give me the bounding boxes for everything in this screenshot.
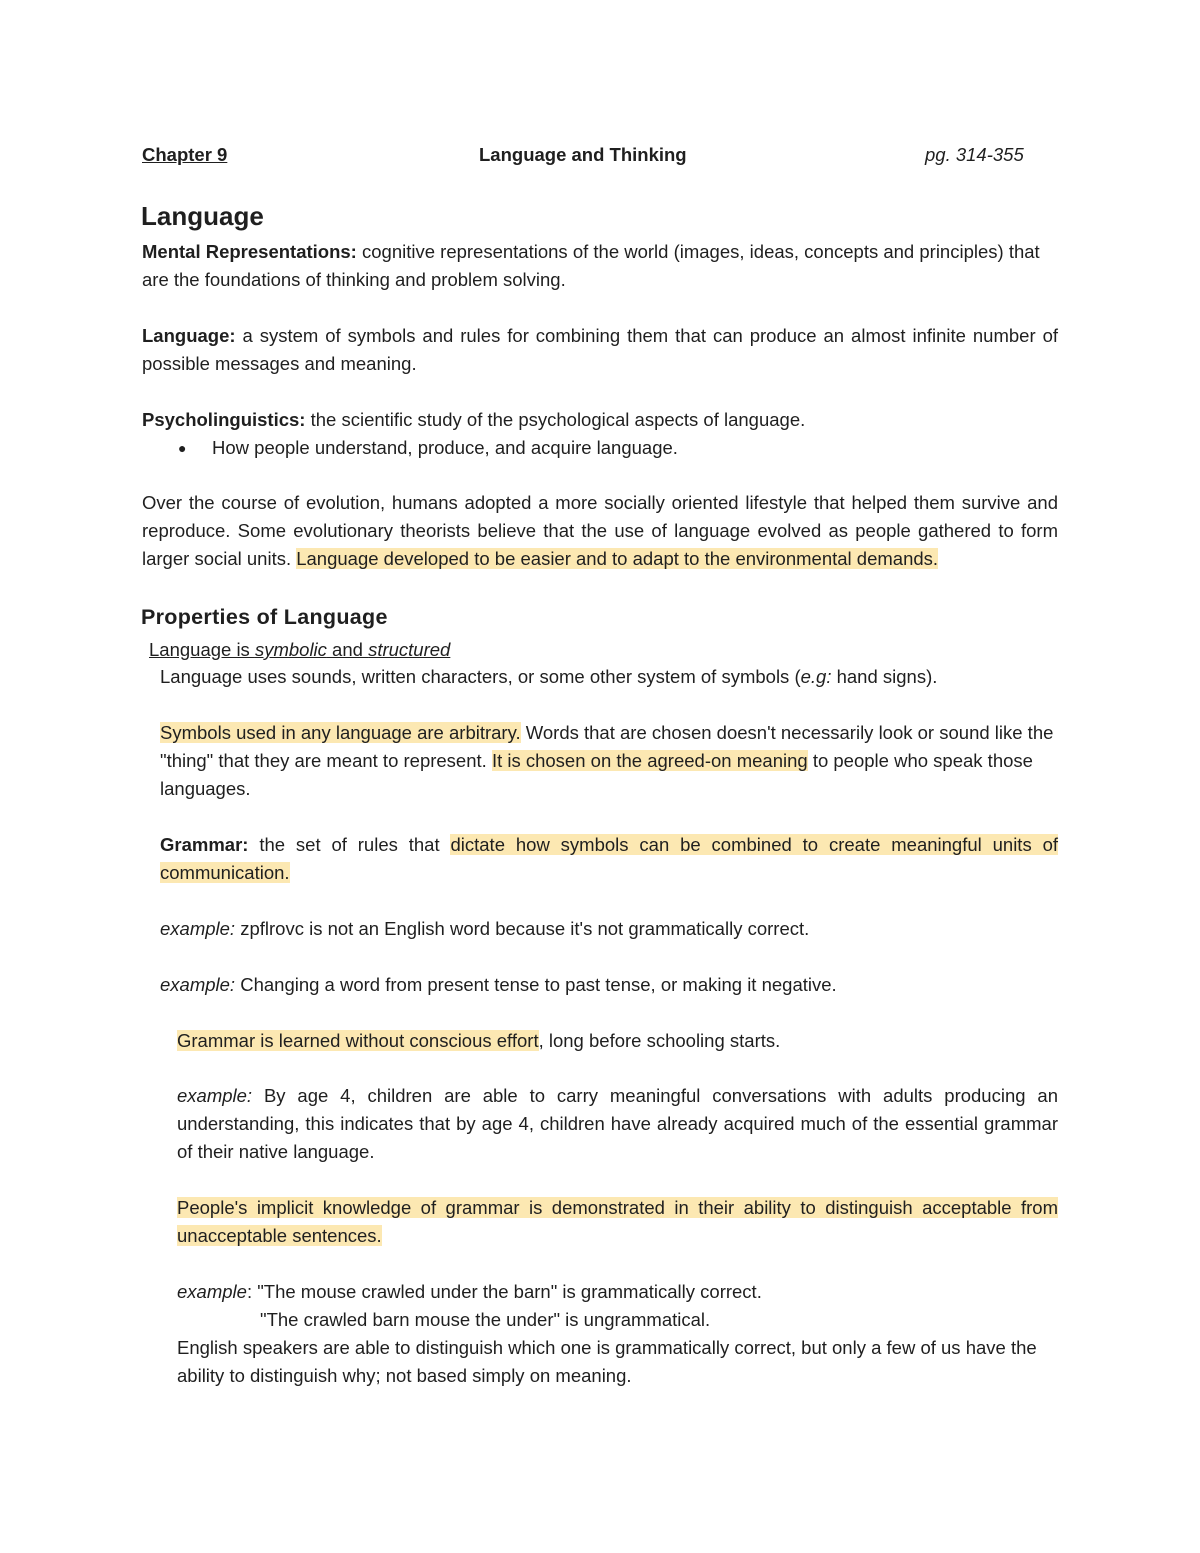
definition-text: cognitive representations of the world (images, ideas, concepts and principles) that are the foundations of thinking and problem solving. [142, 241, 1040, 290]
term-language: Language: [142, 325, 236, 346]
evolution-text: Over the course of evolution, humans adopted a more socially oriented lifestyle that helped them survive and reproduce. Some evolutionary theorists believe that the use of language evolved as people gathered to form larger social units. [142, 492, 1058, 569]
highlighted-text: Language developed to be easier and to adapt to the environmental demands. [296, 548, 939, 569]
definition-text: the scientific study of the psychological aspects of language. [305, 409, 806, 430]
example-label: example [177, 1281, 247, 1302]
example-text: : "The mouse crawled under the barn" is grammatically correct. [246, 1281, 762, 1302]
subheading-emphasis: symbolic [254, 639, 327, 660]
example-label: example: [160, 918, 236, 939]
example-text: By age 4, children are able to carry meaningful conversations with adults producing an understanding, this indicates that by age 4, children have already acquired much of the essential grammar of their native language. [177, 1085, 1058, 1162]
example-line: "The crawled barn mouse the under" is ungrammatical. [260, 1309, 711, 1330]
psycholinguistics-paragraph [142, 406, 1058, 434]
highlighted-text: Grammar is learned without conscious effort [177, 1030, 539, 1051]
highlighted-text: dictate how symbols can be combined to create meaningful units of communication. [160, 834, 1059, 883]
emphasis-text: e.g: [800, 666, 832, 687]
language-definition-paragraph [142, 322, 1058, 378]
text-segment: the set of rules that [248, 834, 451, 855]
chapter-label: Chapter 9 [142, 144, 228, 165]
example-text: Changing a word from present tense to past tense, or making it negative. [235, 974, 837, 995]
text-segment: Words that are chosen doesn't necessarily look or sound like the "thing" that they are meant to represent. [160, 722, 1054, 771]
subheading-symbolic-structured [149, 636, 1049, 664]
grammar-definition-paragraph [160, 831, 1058, 887]
section-heading-language: Language [141, 201, 264, 231]
term-psycholinguistics: Psycholinguistics: [142, 409, 306, 430]
text-segment: Language uses sounds, written characters, or some other system of symbols ( [160, 666, 801, 687]
page-range: pg. 314-355 [925, 144, 1024, 165]
subheading-part: and [326, 639, 369, 660]
conclusion-paragraph: English speakers are able to distinguish which one is grammatically correct, but only a few of us have the ability to distinguish why; not based simply on meaning. [177, 1337, 1037, 1386]
example-label: example: [160, 974, 236, 995]
implicit-knowledge-paragraph [177, 1194, 1058, 1250]
bullet-text: How people understand, produce, and acquire language. [212, 437, 678, 458]
evolution-paragraph [142, 489, 1058, 573]
text-segment: to people who speak those languages. [160, 750, 1033, 799]
definition-text: a system of symbols and rules for combining them that can produce an almost infinite number of possible messages and meaning. [142, 325, 1058, 374]
text-segment: , long before schooling starts. [538, 1030, 781, 1051]
term-grammar: Grammar: [160, 834, 249, 855]
highlighted-text: It is chosen on the agreed-on meaning [491, 750, 808, 771]
example-label: example: [177, 1085, 253, 1106]
bullet-icon: ● [178, 440, 187, 456]
example-text: zpflrovc is not an English word because it's not grammatically correct. [235, 918, 810, 939]
mental-representations-paragraph [142, 238, 1060, 294]
example-paragraph [160, 971, 1058, 999]
subheading-emphasis: structured [368, 639, 451, 660]
text-segment: hand signs). [831, 666, 938, 687]
subheading-part: Language is [149, 639, 255, 660]
highlighted-text: People's implicit knowledge of grammar is demonstrated in their ability to distinguish acceptable from unacceptable sentences. [177, 1197, 1058, 1246]
bullet-list-item [142, 434, 1058, 462]
example-paragraph [160, 915, 1058, 943]
example-paragraph [177, 1082, 1058, 1166]
grammar-learned-paragraph [177, 1027, 1058, 1055]
highlighted-text: Symbols used in any language are arbitrary. [160, 722, 521, 743]
section-heading-properties: Properties of Language [141, 605, 388, 629]
example-paragraph [177, 1278, 1058, 1306]
symbols-uses-paragraph [160, 663, 1058, 691]
arbitrary-symbols-paragraph [160, 719, 1058, 803]
term-mental-representations: Mental Representations: [142, 241, 357, 262]
document-title: Language and Thinking [479, 144, 687, 165]
